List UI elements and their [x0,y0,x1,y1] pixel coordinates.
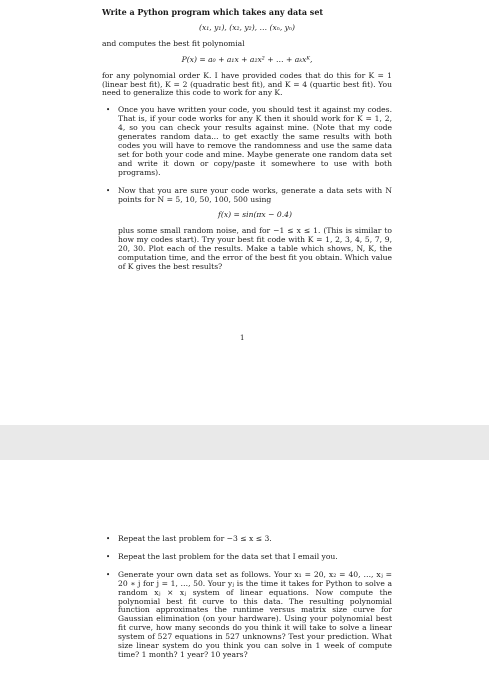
bullet-text: Repeat the last problem for the data set that I email you. [118,551,338,561]
page-separator [0,425,489,460]
list-item [102,106,392,177]
page-number: 1 [240,334,245,342]
document-page-2 [0,460,489,700]
bullet-marker: • [106,535,111,543]
bullet-text: Repeat the last problem for −3 ≤ x ≤ 3. [118,534,272,543]
list-item [102,553,392,562]
bullet-marker: • [106,106,111,115]
bullet-text: Now that you are sure your code works, generate a data sets with N points for N = 5, 10, 50, 100, 500 using [118,185,392,204]
page-2-content [102,527,392,669]
computes-text: and computes the best fit polynomial [102,38,245,48]
function-equation: f(x) = sin(πx − 0.4) [218,210,292,220]
assignment-heading: Write a Python program which takes any data set [102,7,324,17]
dataset-equation: (x₁, y₁), (x₂, y₂), … (xₙ, yₙ) [199,22,295,32]
bullet-text: plus some small random noise, and for −1 ≤ x ≤ 1. (This is similar to how my codes start). Try your best fit code with K = 1, 2, 3, 4, 5, 7, 9, 20, 30. Plot each of the results. Make a table which shows, N, K, the computation time, and the error of the best fit you obtain. Which value of K gives the best results? [118,226,392,271]
polynomial-equation: P(x) = a₀ + a₁x + a₂x² + … + aₖxᴷ, [181,54,313,64]
page-1-content [102,8,392,281]
list-item [102,571,392,660]
intro-paragraph: for any polynomial order K. I have provided codes that do this for K = 1 (linear best fit), K = 2 (quadratic best fit), and K = 4 (quartic best fit). You need to generalize this code to work for any K. [102,70,392,98]
page-1-bullet-list [102,106,392,272]
page-2-bullet-list [102,535,392,660]
bullet-marker: • [106,552,111,561]
list-item [102,187,392,272]
list-item [102,535,392,544]
bullet-marker: • [106,186,111,195]
bullet-marker: • [106,570,111,579]
bullet-text: Generate your own data set as follows. Your x₁ = 20, x₂ = 40, …, xⱼ = 20 ∗ j for j = 1, …, 50. Your yⱼ is the time it takes for Python to solve a random xⱼ × xⱼ system of linear equations. Now compute the polynomial best fit curve to this data. The resulting polynomial function approximates the runtime versus matrix size curve for Gaussian elimination (on your hardware). Using your polynomial best fit curve, how many seconds do you think it will take to solve a linear system of 527 equations in 527 unknowns? Test your prediction. What size linear system do you think you can solve in 1 week of compute time? 1 month? 1 year? 10 years? [118,569,392,659]
bullet-text: Once you have written your code, you should test it against my codes. That is, if your code works for any K then it should work for K = 1, 2, 4, so you can check your results against mine. (Note that my code generates random data... to get exactly the same results with both codes you will have to remove the randomness and use the same data set for both your code and mine. Maybe generate one random data set and write it down or copy/paste it somewhere to use with both programs). [118,105,392,177]
